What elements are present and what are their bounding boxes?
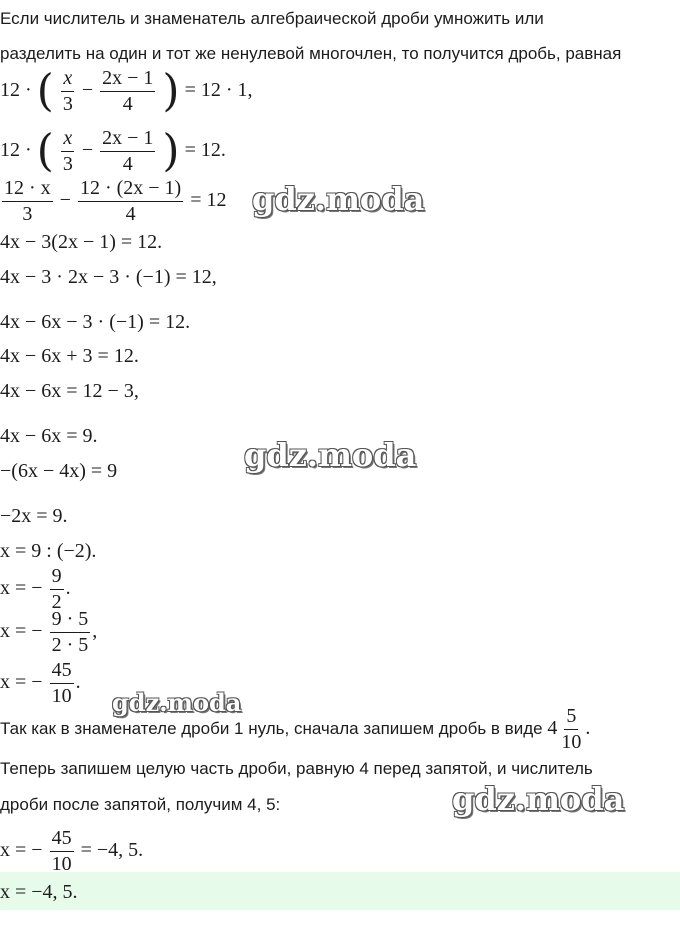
left-paren: ( — [36, 65, 54, 117]
watermark: gdz.moda — [112, 688, 242, 717]
equation-step-12: x = 9 : (−2). — [0, 540, 97, 562]
watermark: gdz.moda — [252, 180, 425, 218]
fraction — [61, 128, 75, 175]
denominator: 10 — [561, 731, 582, 753]
eq-text: . — [65, 577, 71, 600]
eq-text: x = − — [0, 577, 43, 600]
mixed-fraction — [559, 706, 583, 753]
denominator: 3 — [22, 203, 33, 225]
equation-step-7: 4x − 6x + 3 = 12. — [0, 345, 139, 367]
numerator: 5 — [564, 706, 578, 730]
eq-text: . — [585, 716, 591, 739]
equation-step-10: −(6x − 4x) = 9 — [0, 460, 118, 482]
right-paren: ) — [162, 125, 180, 177]
equation-step-2 — [0, 125, 226, 177]
equation-step-1 — [0, 65, 253, 117]
intro-line-2: разделить на один и тот же ненулевой многочлен, то получится дробь, равная — [0, 44, 622, 63]
denominator: 2 — [51, 591, 62, 613]
denominator: 10 — [51, 685, 72, 707]
equation-step-15 — [0, 660, 81, 707]
numerator: 12 · (2x − 1) — [78, 178, 183, 202]
equation-step-14 — [0, 609, 97, 656]
denominator: 4 — [122, 93, 133, 115]
watermark: gdz.moda — [244, 436, 417, 474]
fraction — [2, 178, 53, 225]
numerator: 45 — [50, 660, 74, 684]
eq-text: − — [81, 139, 94, 162]
eq-text: = 12. — [184, 139, 226, 162]
eq-text: = 12 — [190, 189, 227, 212]
explanation-line-1 — [0, 706, 590, 753]
left-paren: ( — [36, 125, 54, 177]
denominator: 3 — [62, 153, 73, 175]
numerator: x — [61, 68, 74, 92]
denominator: 4 — [122, 153, 133, 175]
numerator: 45 — [50, 828, 74, 852]
equation-step-5: 4x − 3 · 2x − 3 · (−1) = 12, — [0, 266, 217, 288]
numerator: 2x − 1 — [100, 68, 155, 92]
fraction — [100, 68, 155, 115]
right-paren: ) — [162, 65, 180, 117]
numerator: 2x − 1 — [100, 128, 155, 152]
numerator: 12 · x — [2, 178, 53, 202]
final-answer: x = −4, 5. — [0, 881, 78, 903]
eq-text: = −4, 5. — [80, 839, 144, 862]
eq-text: 12 · — [0, 139, 32, 162]
equation-step-3 — [0, 178, 227, 225]
fraction — [61, 68, 75, 115]
watermark: gdz.moda — [452, 780, 625, 818]
equation-step-4: 4x − 3(2x − 1) = 12. — [0, 231, 163, 253]
fraction — [50, 828, 74, 875]
equation-step-6: 4x − 6x − 3 · (−1) = 12. — [0, 311, 191, 333]
numerator: x — [61, 128, 74, 152]
equation-step-8: 4x − 6x = 12 − 3, — [0, 380, 139, 402]
eq-text: 12 · — [0, 79, 32, 102]
equation-step-13 — [0, 566, 71, 613]
numerator: 9 — [50, 566, 64, 590]
intro-line-1: Если числитель и знаменатель алгебраической дроби умножить или — [0, 9, 544, 28]
explanation-text: Так как в знаменателе дроби 1 нуль, сначала запишем дробь в виде — [0, 718, 543, 738]
eq-text: x = − — [0, 620, 43, 643]
eq-text: − — [59, 189, 71, 212]
denominator: 2 · 5 — [51, 634, 89, 656]
denominator: 3 — [62, 93, 73, 115]
denominator: 10 — [51, 853, 72, 875]
eq-text: x = − — [0, 671, 43, 694]
equation-step-16 — [0, 828, 143, 875]
fraction — [50, 609, 91, 656]
explanation-line-2: Теперь запишем целую часть дроби, равную 4 перед запятой, и числитель — [0, 759, 593, 778]
explanation-line-3: дроби после запятой, получим 4, 5: — [0, 795, 281, 814]
eq-text: . — [75, 671, 81, 694]
equation-step-11: −2x = 9. — [0, 505, 68, 527]
mixed-whole: 4 — [547, 716, 558, 739]
eq-text: , — [92, 620, 98, 643]
fraction — [78, 178, 183, 225]
fraction — [100, 128, 155, 175]
eq-text: − — [81, 79, 94, 102]
eq-text: = 12 · 1, — [184, 79, 253, 102]
equation-step-9: 4x − 6x = 9. — [0, 425, 98, 447]
answer-highlight — [0, 872, 680, 910]
numerator: 9 · 5 — [50, 609, 91, 633]
denominator: 4 — [125, 203, 136, 225]
fraction — [50, 566, 64, 613]
eq-text: x = − — [0, 839, 43, 862]
fraction — [50, 660, 74, 707]
